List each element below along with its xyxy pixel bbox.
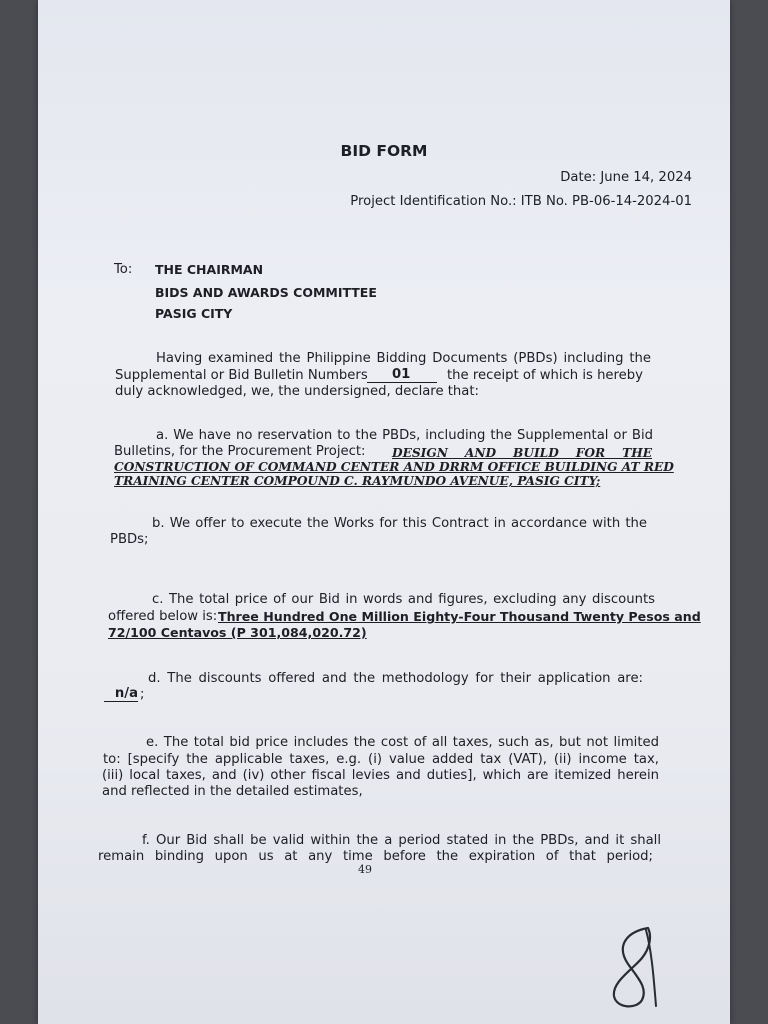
addressee-line-3: PASIG CITY: [155, 306, 233, 321]
form-title: BID FORM: [340, 142, 428, 160]
item-c-line-2a: offered below is:: [108, 609, 218, 624]
discount-value: n/a: [114, 686, 138, 701]
project-name-line-1: DESIGN AND BUILD FOR THE: [392, 446, 652, 460]
discount-suffix: ;: [140, 687, 145, 702]
intro-line-1: Having examined the Philippine Bidding Documents (PBDs) including the: [156, 351, 651, 366]
date-line: Date: June 14, 2024: [560, 170, 692, 185]
item-b-line-1: b. We offer to execute the Works for this Contract in accordance with the: [152, 516, 647, 531]
addressee-line-2: BIDS AND AWARDS COMMITTEE: [155, 285, 377, 300]
intro-line-3: duly acknowledged, we, the undersigned, declare that:: [115, 384, 479, 399]
item-e-line-4: and reflected in the detailed estimates,: [102, 784, 363, 799]
item-e-line-3: (iii) local taxes, and (iv) other fiscal levies and duties], which are itemized herein: [102, 768, 659, 783]
item-d-line-1: d. The discounts offered and the methodology for their application are:: [148, 671, 643, 686]
item-e-line-1: e. The total bid price includes the cost of all taxes, such as, but not limited: [146, 735, 659, 750]
addressee-line-1: THE CHAIRMAN: [155, 262, 264, 277]
bulletin-number-field: [367, 368, 437, 383]
item-a-line-1: a. We have no reservation to the PBDs, including the Supplemental or Bid: [156, 428, 653, 443]
item-f-line-1: f. Our Bid shall be valid within the a period stated in the PBDs, and it shall: [142, 833, 661, 848]
intro-line-2a: Supplemental or Bid Bulletin Numbers: [115, 368, 368, 383]
project-name-line-3: TRAINING CENTER COMPOUND C. RAYMUNDO AVENUE, PASIG CITY;: [114, 474, 601, 488]
item-f-line-2: remain binding upon us at any time before the expiration of that period;: [98, 849, 653, 864]
item-a-line-2a: Bulletins, for the Procurement Project:: [114, 444, 366, 459]
to-label: To:: [114, 262, 133, 277]
bid-amount-words-2: 72/100 Centavos (P 301,084,020.72): [108, 625, 367, 640]
handwritten-number-mark: [598, 922, 668, 1012]
item-b-line-2: PBDs;: [110, 532, 149, 547]
discount-field: [104, 687, 138, 702]
bid-amount-words-1: Three Hundred One Million Eighty-Four Thousand Twenty Pesos and: [218, 609, 701, 624]
bulletin-number: 01: [392, 367, 411, 382]
intro-line-2b: the receipt of which is hereby: [447, 368, 643, 383]
item-e-line-2: to: [specify the applicable taxes, e.g. (i) value added tax (VAT), (ii) income tax,: [103, 752, 659, 767]
project-id-line: Project Identification No.: ITB No. PB-06-14-2024-01: [350, 194, 692, 209]
project-name-line-2: CONSTRUCTION OF COMMAND CENTER AND DRRM OFFICE BUILDING AT RED: [114, 460, 674, 474]
item-c-line-1: c. The total price of our Bid in words and figures, excluding any discounts: [152, 592, 655, 607]
page-number: 49: [358, 863, 372, 876]
